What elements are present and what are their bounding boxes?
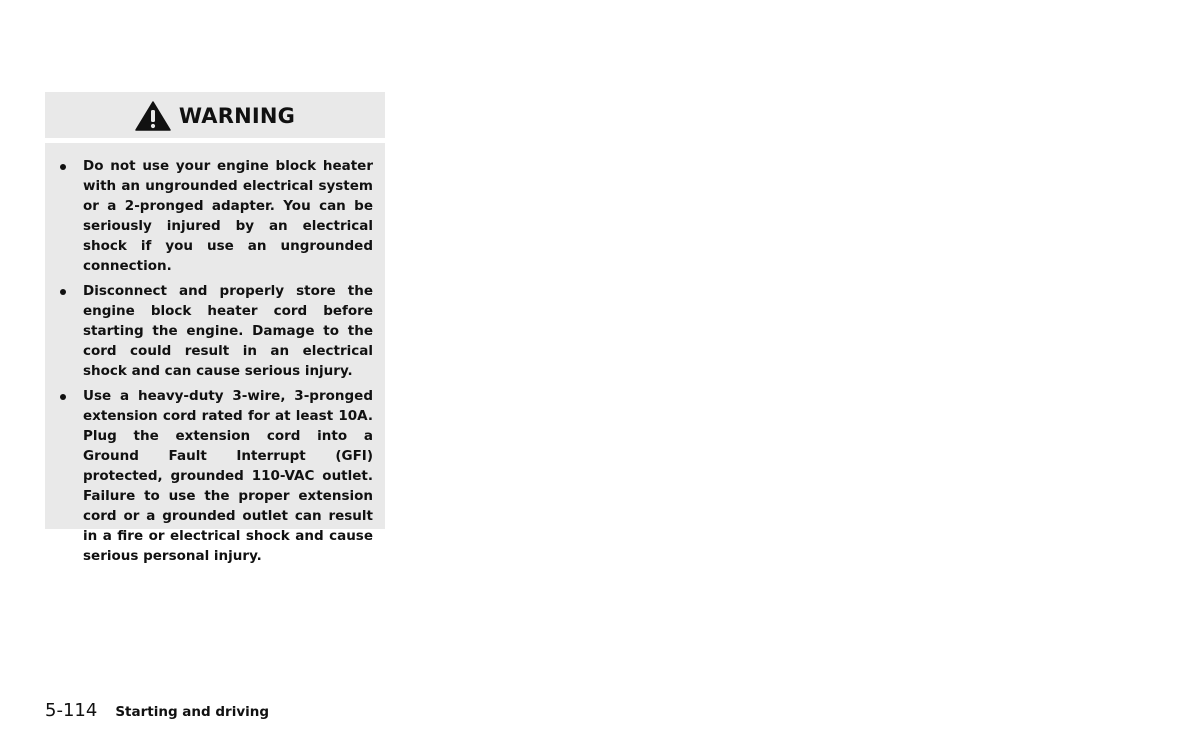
warning-box [45,92,385,564]
warning-item [55,156,373,276]
warning-triangle-icon [135,101,171,131]
warning-title: WARNING [178,104,296,128]
warning-item [55,386,373,566]
warning-item-text: Do not use your engine block heater with an ungrounded electrical system or a 2-pronged adapter. You can be seriously injured by an electrical shock if you use an ungrounded connection. [83,158,373,274]
warning-list [45,143,385,566]
warning-header [45,92,385,143]
warning-item [55,281,373,381]
bullet-icon [60,164,66,170]
warning-item-text: Disconnect and properly store the engine block heater cord before starting the engine. Damage to the cord could result in an electrical shock and can cause serious injury. [83,283,373,379]
bullet-icon [60,394,66,400]
bullet-icon [60,289,66,295]
warning-item-text: Use a heavy-duty 3-wire, 3-pronged extension cord rated for at least 10A. Plug the extension cord into a Ground Fault Interrupt (GFI) protected, grounded 110-VAC outlet. Failure to use the proper extension cord or a grounded outlet can result in a fire or electrical shock and cause serious personal injury. [83,388,373,564]
page-number: 5-114 [45,700,98,721]
page-footer [45,700,269,721]
section-name: Starting and driving [115,704,270,720]
